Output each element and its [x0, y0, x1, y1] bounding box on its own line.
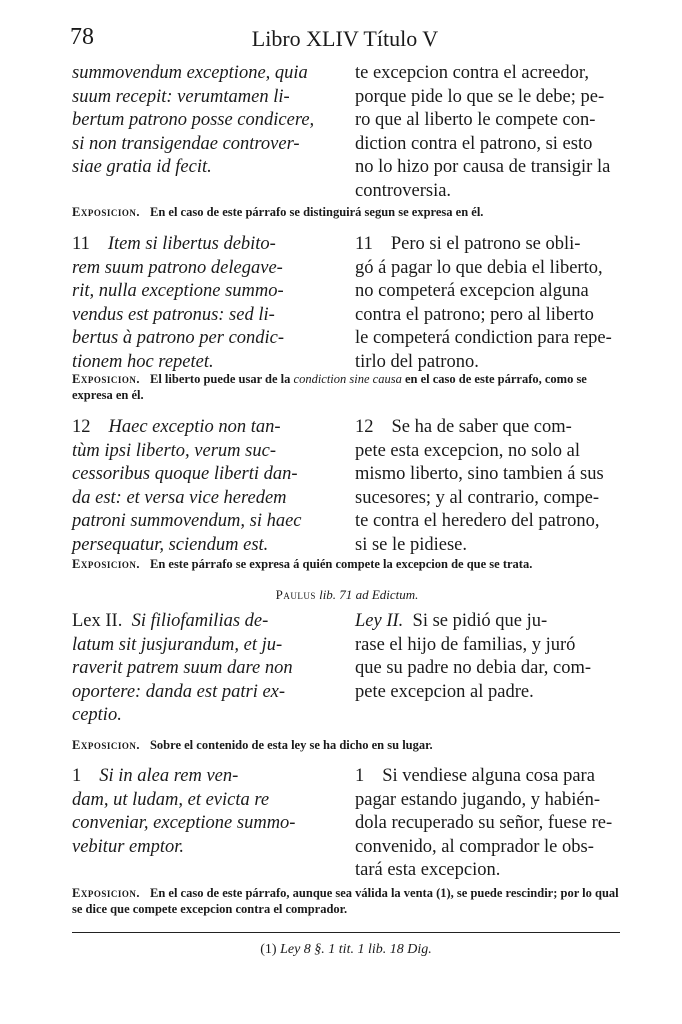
exposicion-note: Exposicion. En este párrafo se expresa á quién compete la excepcion de que se trata.: [72, 557, 533, 571]
spanish-text-block: te excepcion contra el acreedor, porque pide lo que se le debe; pe- ro que al liberto le compete con- diction contra el patrono, si esto no lo hizo por causa de transigir la controversia.: [355, 63, 611, 201]
paragraph-number: 11: [72, 234, 90, 254]
spanish-text-block: Ley II. Si se pidió que ju- rase el hijo de familias, y juró que su padre no debia dar, com- pete excepcion al padre.: [355, 611, 592, 702]
running-title: Libro XLIV Título V: [251, 26, 439, 51]
spanish-text-block: 11 Pero si el patrono se obli- gó á pagar lo que debia el liberto, no competerá excepcion alguna contra el patrono; pero al liberto le competerá condiction para repe- tirlo del patrono.: [355, 234, 612, 372]
lex-heading: Lex II.: [72, 611, 123, 631]
paragraph-number: 12: [355, 417, 374, 437]
footnote-rule: [72, 932, 620, 933]
spanish-text-block: 12 Se ha de saber que com- pete esta excepcion, no solo al mismo liberto, sino tambien á sus sucesores; y al contrario, compe- te contra el heredero del patrono, si se le pidiese.: [355, 417, 604, 555]
exposicion-note: Exposicion. Sobre el contenido de esta ley se ha dicho en su lugar.: [72, 738, 433, 752]
paragraph-number: 11: [355, 234, 373, 254]
latin-text-block: summovendum exceptione, quia suum recepit: verumtamen li- bertum patrono posse condicere, si non transigendae controver- siae gratia id fecit.: [72, 63, 315, 177]
paragraph-number: 1: [72, 766, 82, 786]
ley-heading: Ley II.: [355, 611, 404, 631]
exposicion-note: Exposicion. El liberto puede usar de la condiction sine causa en el caso de este párrafo, como se expresa en él.: [72, 372, 587, 402]
paragraph-number: 12: [72, 417, 91, 437]
latin-text-block: 1 Si in alea rem ven- dam, ut ludam, et evicta re conveniar, exceptione summo- vebitur emptor.: [72, 766, 296, 857]
latin-text-block: 12 Haec exceptio non tan- tùm ipsi liberto, verum suc- cessoribus quoque liberti dan- da est: et versa vice heredem patroni summovendum, si haec persequatur, sciendum est.: [72, 417, 302, 555]
latin-text-block: 11 Item si libertus debito- rem suum patrono delegave- rit, nulla exceptione summo- vendus est patronus: sed li- bertus à patrono per condic- tionem hoc repetet.: [72, 234, 285, 372]
exposicion-note: Exposicion. En el caso de este párrafo se distinguirá segun se expresa en él.: [72, 205, 484, 219]
source-citation: Paulus lib. 71 ad Edictum.: [275, 587, 419, 602]
latin-text-block: Lex II. Si filiofamilias de- latum sit jusjurandum, et ju- raverit patrem suum dare non oportere: danda est patri ex- ceptio.: [72, 611, 293, 725]
paragraph-number: 1: [355, 766, 365, 786]
spanish-text-block: 1 Si vendiese alguna cosa para pagar estando jugando, y habién- dola recuperado su señor, fuese re- convenido, al comprador le obs- tará esta excepcion.: [355, 766, 613, 880]
page-header: [70, 24, 620, 58]
footnote: (1) Ley 8 §. 1 tit. 1 lib. 18 Dig.: [260, 942, 432, 957]
page-number: 78: [70, 24, 94, 50]
exposicion-note: Exposicion. En el caso de este párrafo, aunque sea válida la venta (1), se puede rescindir; por lo qual se dice que compete excepcion contra el comprador.: [72, 886, 619, 916]
